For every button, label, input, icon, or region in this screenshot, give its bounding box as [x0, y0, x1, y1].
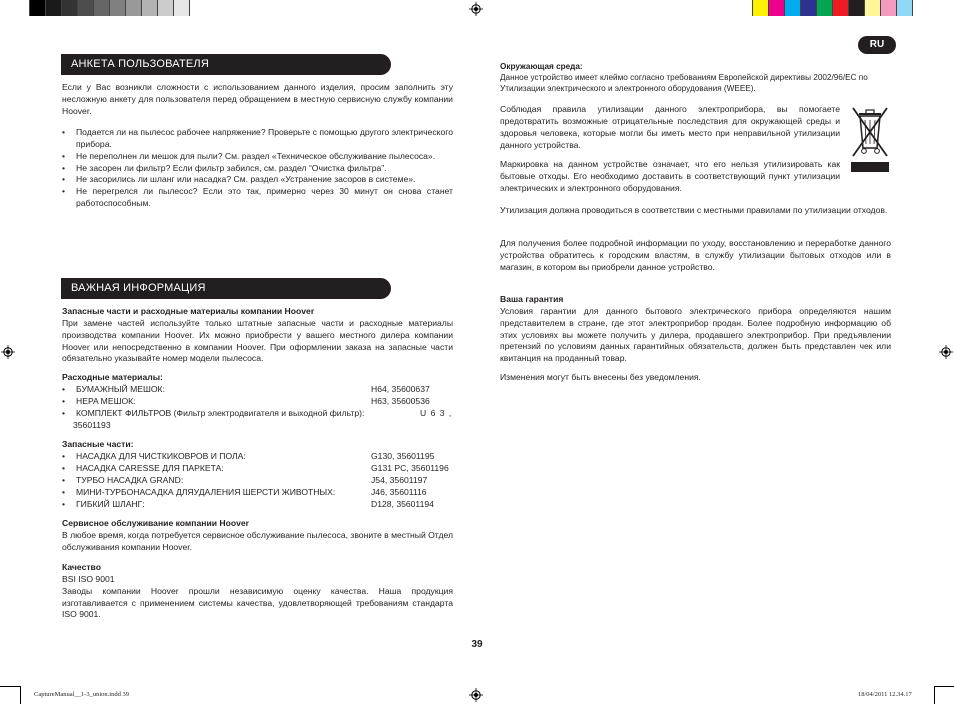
- color-swatch: [800, 0, 816, 16]
- consumables-title: Расходные материалы:: [62, 372, 163, 382]
- registration-mark-icon: [939, 345, 953, 359]
- service-title: Сервисное обслуживание компании Hoover: [62, 518, 250, 528]
- list-item: • Не перегрелся ли пылесос? Если это так, примерно через 30 минут он снова станет работоспособным.: [62, 186, 453, 210]
- list-item: • Не переполнен ли мешок для пыли? См. раздел «Техническое обслуживание пылесоса».: [62, 151, 453, 163]
- list-item: • КОМПЛЕКТ ФИЛЬТРОВ (Фильтр электродвигателя и выходной фильтр): U 6 3 ,: [62, 407, 453, 418]
- spares-section: [62, 439, 453, 511]
- environment-text: Соблюдая правила утилизации данного электроприбора, вы помогаете предотвратить возможные отрицательные последствия для окружающей среды и здоровья человека, которые могли бы иметь место при неправильной утилизации данного устройства.: [500, 104, 840, 150]
- consumables-section: [62, 372, 453, 432]
- color-swatch: [752, 0, 768, 16]
- list-item: • HEPA МЕШОК: H63, 35600536: [62, 395, 430, 406]
- color-swatch: [864, 0, 880, 16]
- color-swatch: [896, 0, 912, 16]
- color-swatch: [880, 0, 896, 16]
- list-item: • Не засорен ли фильтр? Если фильтр забился, см. раздел “Очистка фильтра”.: [62, 163, 453, 175]
- spares-title: Запасные части:: [62, 439, 134, 449]
- warranty-text: Условия гарантии для данного бытового электрического прибора определяются нашим представителем в стране, где этот электроприбор продан. Более подробную информацию об этих условиях вы можете получить у дилера, продавшего электроприбор. При предъявлении претензий по условиям данных гарантийных обязательств, должен быть представлен чек или квитанция на проданный товар.: [500, 305, 891, 364]
- parts-title: Запасные части и расходные материалы компании Hoover: [62, 306, 315, 316]
- page-number: 39: [471, 639, 483, 650]
- language-badge: RU: [858, 36, 896, 54]
- color-swatch: [768, 0, 784, 16]
- color-swatch: [848, 0, 864, 16]
- list-item: • БУМАЖНЫЙ МЕШОК: H64, 35600637: [62, 383, 430, 394]
- registration-mark-icon: [469, 688, 483, 702]
- crossed-bin-icon: [850, 104, 890, 172]
- list-item: • МИНИ-ТУРБОНАСАДКА ДЛЯУДАЛЕНИЯ ШЕРСТИ ЖИВОТНЫХ: J46, 35601116: [62, 486, 427, 497]
- filter-kit-code: 35601193: [73, 419, 111, 430]
- changes-note: Изменения могут быть внесены без уведомления.: [500, 372, 701, 382]
- environment-text: Данное устройство имеет клеймо согласно требованиям Европейской директивы 2002/96/EC по Утилизации электрического и электронного оборудования (WEEE).: [500, 73, 868, 94]
- survey-header: АНКЕТА ПОЛЬЗОВАТЕЛЯ: [61, 54, 391, 75]
- color-swatch: [77, 0, 93, 16]
- footer-file: CaptureManual__1-3_union.indd 39: [34, 691, 129, 698]
- crop-mark: [20, 686, 21, 704]
- quality-text: Заводы компании Hoover прошли независимую оценку качества. Наша продукция изготавливается с применением системы качества, удовлетворяющей требованиям стандарта ISO 9001.: [62, 585, 453, 620]
- environment-text: Утилизация должна проводиться в соответствии с местными правилами по утилизации отходов.: [500, 205, 888, 215]
- crop-mark: [0, 686, 20, 687]
- quality-standard: BSI ISO 9001: [62, 573, 115, 584]
- registration-mark-icon: [1, 345, 15, 359]
- color-swatch: [93, 0, 109, 16]
- environment-text: Для получения более подробной информации по уходу, восстановлению и переработке данного устройства обратитесь к городским властям, в службу утилизации бытовых отходов или в магазин, в котором вы приобрели данное устройство.: [500, 238, 891, 272]
- footer-date: 18/04/2011 12.34.17: [858, 691, 912, 698]
- color-swatch: [912, 0, 928, 16]
- registration-mark-icon: [469, 2, 483, 16]
- color-swatch: [141, 0, 157, 16]
- service-text: В любое время, когда потребуется сервисное обслуживание пылесоса, звоните в местный Отдел обслуживания компании Hoover.: [62, 529, 453, 552]
- parts-text: При замене частей используйте только штатные запасные части и расходные материалы производства компании Hoover. Их можно приобрести у вашего местного дилера компании Hoover или непосредственно в компании Hoover. При оформлении заказа на запасные части обязательно указывайте номер модели пылесоса.: [62, 317, 453, 364]
- environment-text: Маркировка на данном устройстве означает, что его нельзя утилизировать как бытовые отходы. Его необходимо доставить в соответствующий пункт утилизации электрических и электронного оборудования.: [500, 159, 840, 193]
- important-header: ВАЖНАЯ ИНФОРМАЦИЯ: [61, 278, 391, 299]
- crop-mark: [934, 686, 935, 704]
- color-swatch: [784, 0, 800, 16]
- warranty-title: Ваша гарантия: [500, 294, 564, 304]
- color-swatch: [173, 0, 189, 16]
- color-swatch: [29, 0, 45, 16]
- color-swatch: [61, 0, 77, 16]
- environment-title: Окружающая среда:: [500, 62, 583, 71]
- color-swatch: [832, 0, 848, 16]
- list-item: • Подается ли на пылесос рабочее напряжение? Проверьте с помощью другого электрического прибора.: [62, 127, 453, 151]
- list-item: • ТУРБО НАСАДКА GRAND: J54, 35601197: [62, 474, 428, 485]
- color-swatch: [109, 0, 125, 16]
- color-swatch: [816, 0, 832, 16]
- color-swatch: [157, 0, 173, 16]
- color-swatch: [45, 0, 61, 16]
- quality-title: Качество: [62, 562, 101, 572]
- list-item: • Не засорились ли шланг или насадка? См. раздел «Устранение засоров в системе».: [62, 174, 453, 186]
- list-item: • НАСАДКА ДЛЯ ЧИСТКИКОВРОВ И ПОЛА: G130, 35601195: [62, 450, 435, 461]
- survey-intro: Если у Вас возникли сложности с использованием данного изделия, просим заполнить эту несложную анкету для пользователя перед обращением в местную сервисную службу компании Hoover.: [62, 82, 453, 116]
- list-item: • ГИБКИЙ ШЛАНГ: D128, 35601194: [62, 498, 434, 509]
- crop-mark: [934, 686, 954, 687]
- survey-checklist: [62, 127, 453, 210]
- color-swatch: [189, 0, 205, 16]
- color-swatch: [125, 0, 141, 16]
- list-item: • НАСАДКА CARESSE ДЛЯ ПАРКЕТА: G131 PC, 35601196: [62, 462, 449, 473]
